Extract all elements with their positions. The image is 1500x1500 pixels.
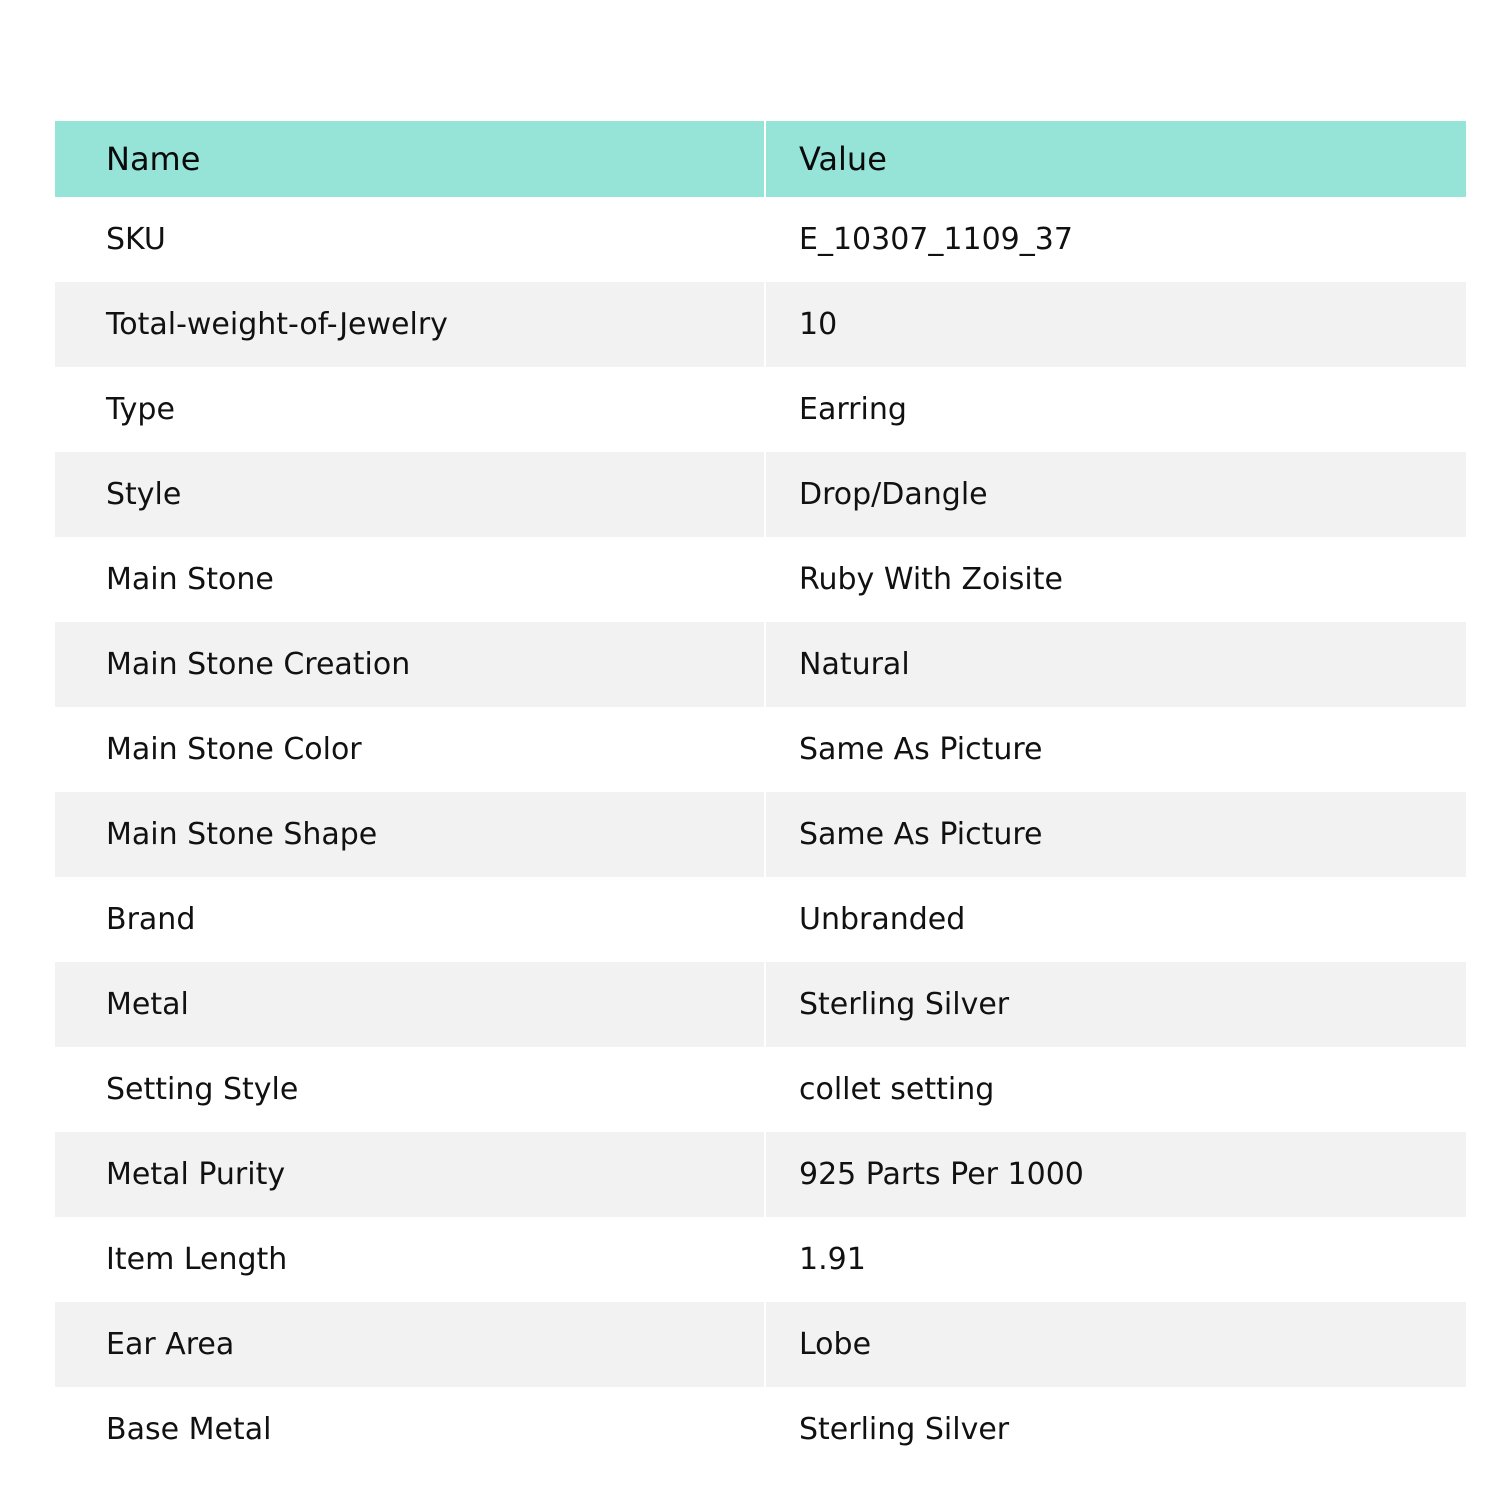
row-name-cell: Total-weight-of-Jewelry [55, 282, 766, 367]
header-value-cell: Value [799, 140, 887, 178]
row-value-cell: Sterling Silver [799, 987, 1010, 1022]
row-value-cell: Natural [799, 647, 910, 682]
table-row [55, 1047, 1466, 1132]
row-name-cell: Item Length [55, 1217, 766, 1302]
table-row [55, 1132, 1466, 1217]
table-row [55, 282, 1466, 367]
row-name-cell: Base Metal [55, 1387, 766, 1472]
row-value-cell: Unbranded [799, 902, 966, 937]
row-name-cell: Type [55, 367, 766, 452]
row-name-cell: Main Stone [55, 537, 766, 622]
row-name-cell: Main Stone Color [55, 707, 766, 792]
table-row [55, 537, 1466, 622]
row-name-cell: Ear Area [55, 1302, 766, 1387]
row-value-cell: Ruby With Zoisite [799, 562, 1063, 597]
row-name-cell: Metal [55, 962, 766, 1047]
row-value-cell: Lobe [799, 1327, 872, 1362]
table-row [55, 962, 1466, 1047]
table-row [55, 622, 1466, 707]
row-value-cell: 925 Parts Per 1000 [799, 1157, 1084, 1192]
row-value-cell: 10 [799, 307, 838, 342]
table-row [55, 707, 1466, 792]
row-value-cell: Same As Picture [799, 817, 1043, 852]
row-value-cell: collet setting [799, 1072, 995, 1107]
row-name-cell: Metal Purity [55, 1132, 766, 1217]
row-name-cell: Setting Style [55, 1047, 766, 1132]
table-row [55, 877, 1466, 962]
row-name-cell: SKU [55, 197, 766, 282]
row-value-cell: 1.91 [799, 1242, 866, 1277]
table-row [55, 367, 1466, 452]
row-name-cell: Brand [55, 877, 766, 962]
table-row [55, 1217, 1466, 1302]
row-name-cell: Main Stone Creation [55, 622, 766, 707]
table-row [55, 1387, 1466, 1472]
row-value-cell: Sterling Silver [799, 1412, 1010, 1447]
spec-table [55, 121, 1466, 1472]
row-value-cell: Earring [799, 392, 907, 427]
table-row [55, 1302, 1466, 1387]
table-row [55, 452, 1466, 537]
row-name-cell: Style [55, 452, 766, 537]
header-name-cell: Name [55, 121, 766, 197]
row-value-cell: Same As Picture [799, 732, 1043, 767]
table-header-row [55, 121, 1466, 197]
row-value-cell: E_10307_1109_37 [799, 222, 1073, 257]
table-row [55, 197, 1466, 282]
row-value-cell: Drop/Dangle [799, 477, 988, 512]
row-name-cell: Main Stone Shape [55, 792, 766, 877]
table-row [55, 792, 1466, 877]
